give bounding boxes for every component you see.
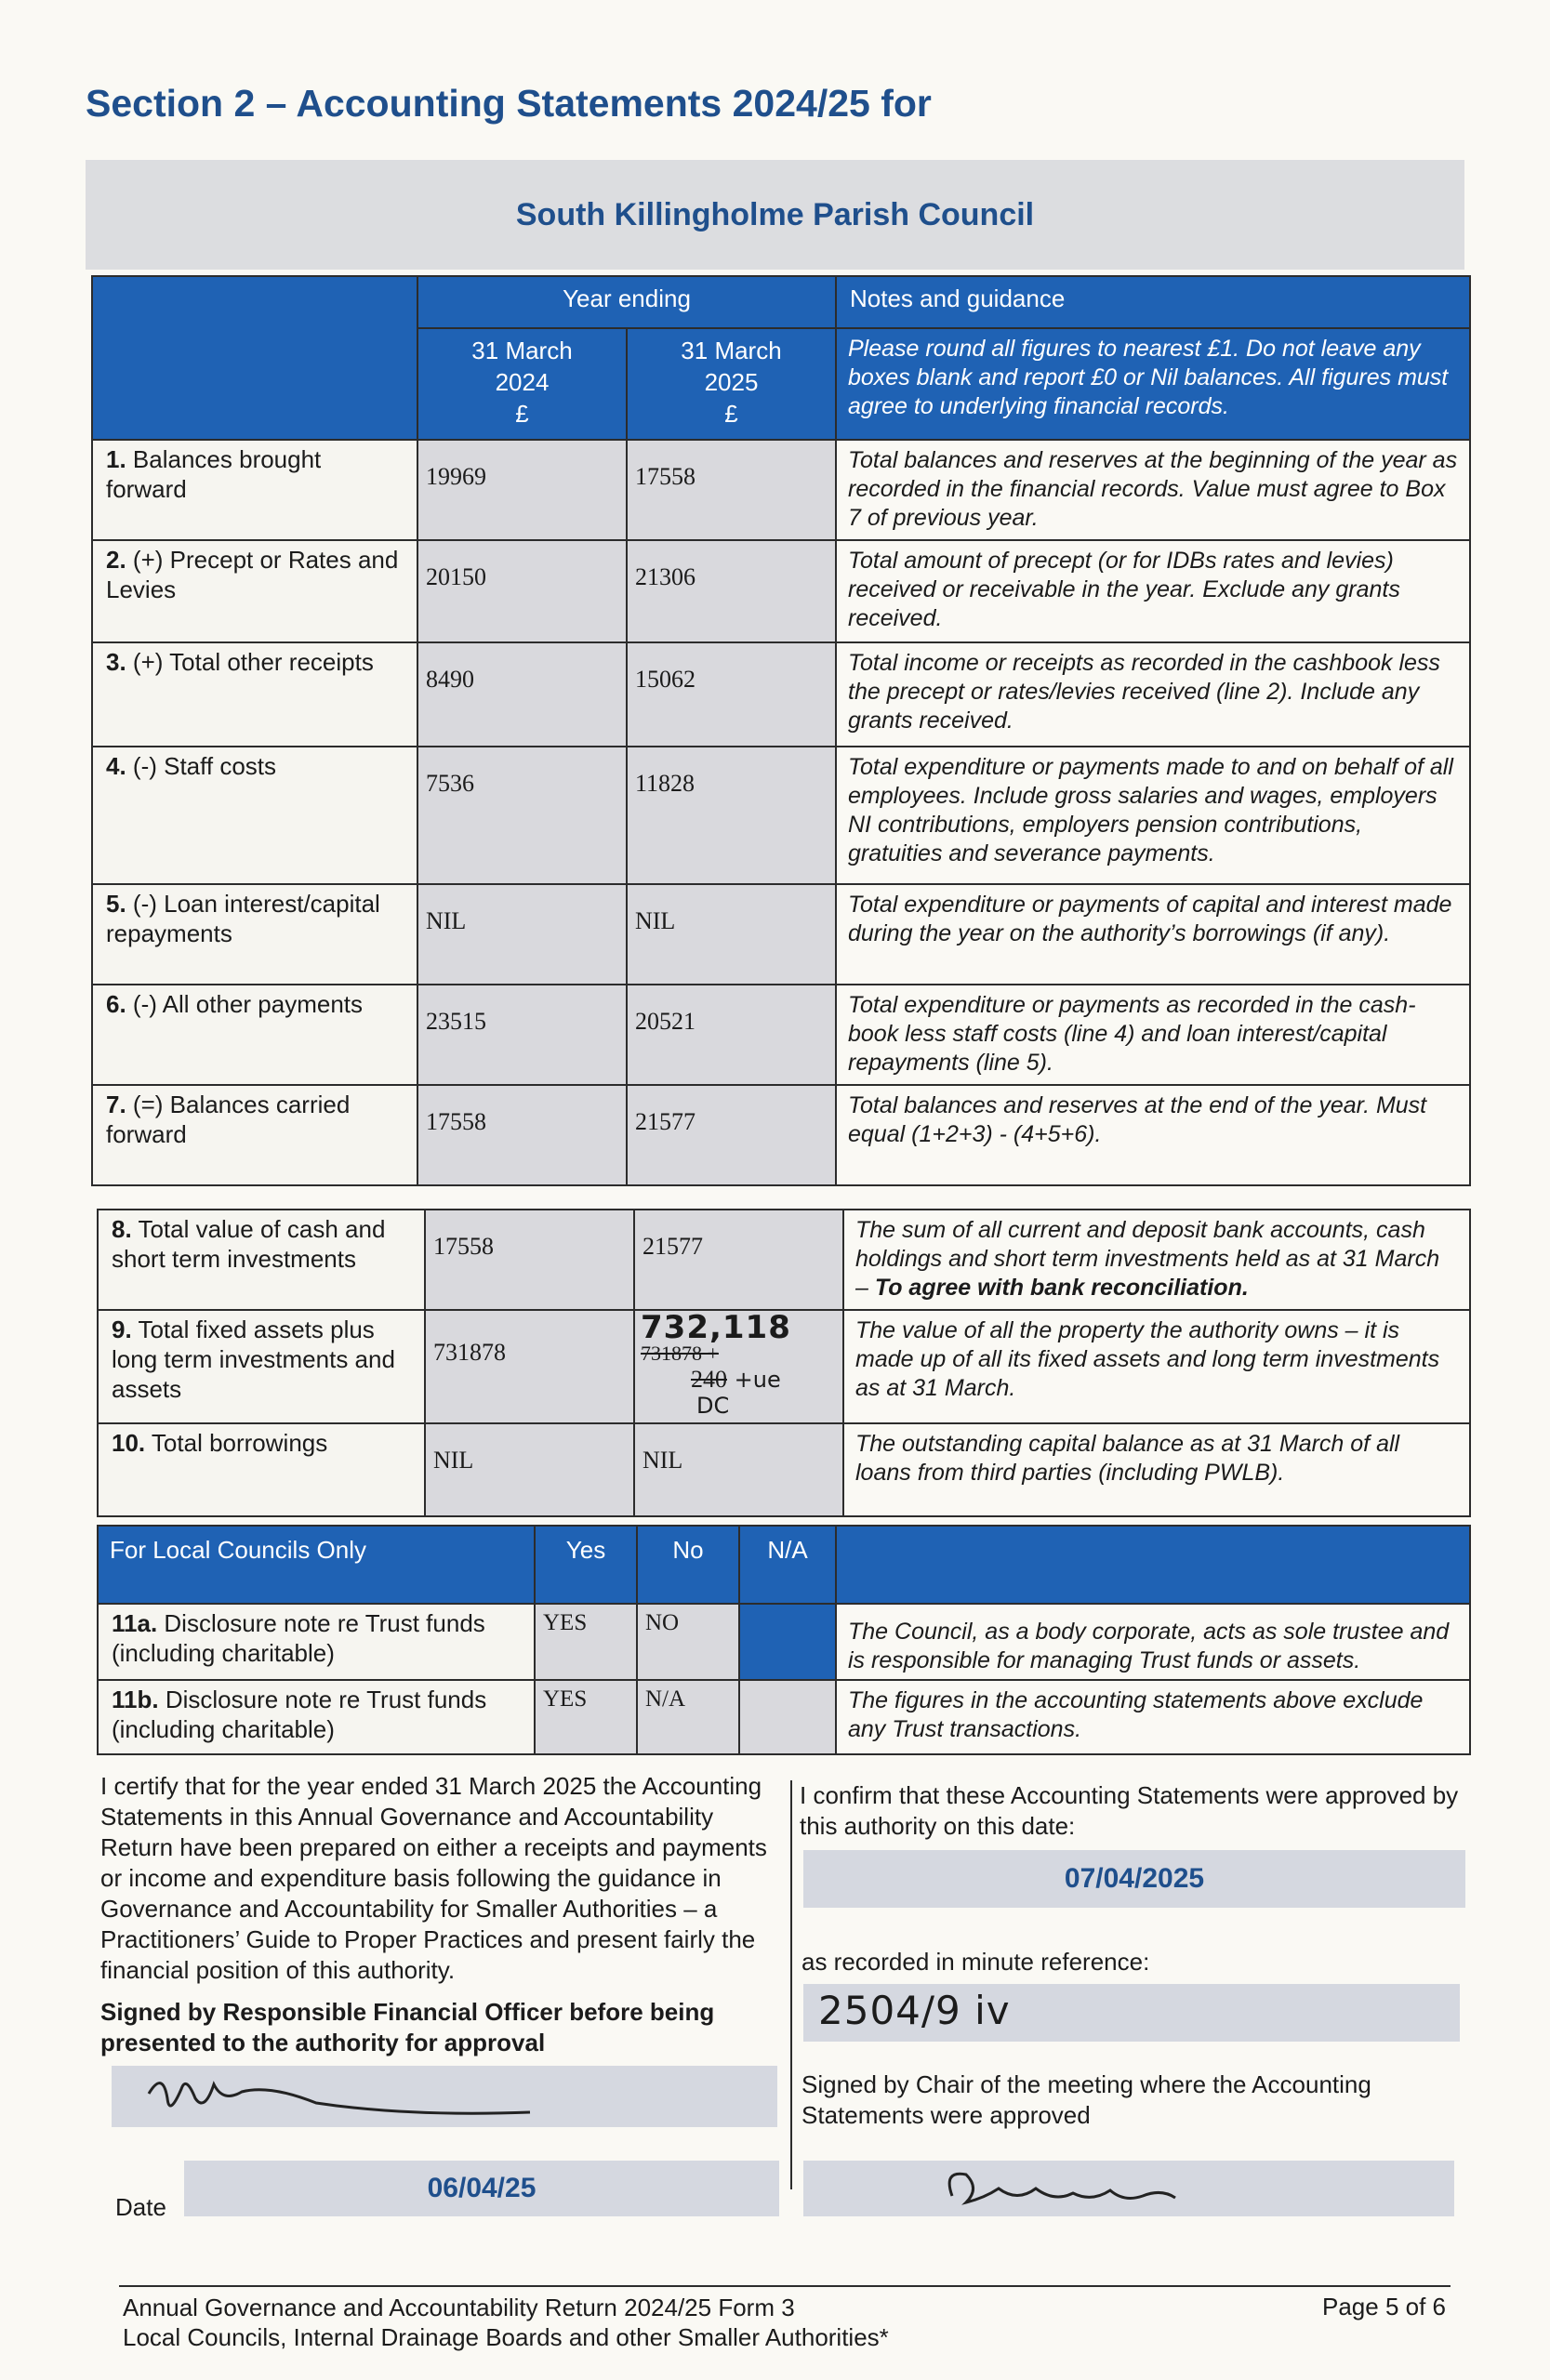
row-label xyxy=(92,440,417,540)
row-label xyxy=(98,1604,535,1680)
footer-line1: Annual Governance and Accountability Return 2024/25 Form 3 xyxy=(123,2294,795,2321)
row-label xyxy=(92,985,417,1085)
footer-rule xyxy=(119,2285,1451,2287)
col-2025-line1: 31 March xyxy=(681,337,782,364)
row-note: The value of all the property the authority owns – it is made up of all its fixed assets and long term investments as at 31 March. xyxy=(843,1310,1470,1423)
row-number: 10. xyxy=(112,1429,146,1457)
table-row xyxy=(98,1423,1470,1516)
row-note: The Council, as a body corporate, acts as sole trustee and is responsible for managing Trust funds or assets. xyxy=(836,1604,1470,1680)
handwritten-initials: DC xyxy=(696,1393,730,1419)
value-2025: 21577 xyxy=(627,1085,836,1185)
row-number: 8. xyxy=(112,1215,132,1243)
row-label-text: Disclosure note re Trust funds (including charitable) xyxy=(112,1686,487,1743)
row-note: Total expenditure or payments made to and on behalf of all employees. Include gross salaries and wages, employers NI contributions, employers pension contributions, gratuities and severance payments. xyxy=(836,747,1470,884)
table-row xyxy=(92,642,1470,747)
row-number: 2. xyxy=(106,546,126,574)
yes-value: YES xyxy=(535,1604,637,1680)
yes-value: YES xyxy=(535,1680,637,1754)
row-note xyxy=(843,1210,1470,1310)
guidance-text: Please round all figures to nearest £1. Do not leave any boxes blank and report £0 or Nil balances. All figures must agree to underlying financial records. xyxy=(836,328,1470,440)
header-blank xyxy=(92,276,417,440)
table-row xyxy=(92,747,1470,884)
col-2024-line1: 31 March xyxy=(471,337,573,364)
col-2024-header xyxy=(417,328,627,440)
row-label-text: (-) All other payments xyxy=(132,990,364,1018)
table-row xyxy=(92,540,1470,642)
table-row xyxy=(98,1210,1470,1310)
local-councils-header: For Local Councils Only xyxy=(98,1526,535,1604)
table-row xyxy=(92,985,1470,1085)
col-2024-line3: £ xyxy=(515,400,529,428)
row-note: Total income or receipts as recorded in the cashbook less the precept or rates/levies received (line 2). Include any grants received. xyxy=(836,642,1470,747)
row-label-text: Total borrowings xyxy=(151,1429,328,1457)
approval-confirmation xyxy=(800,1780,1469,1842)
row-label-text: Balances brought forward xyxy=(106,445,322,503)
row-label-text: (-) Loan interest/capital repayments xyxy=(106,890,380,947)
value-2024: 20150 xyxy=(417,540,627,642)
rfo-signature xyxy=(112,2066,777,2127)
value-2024: 8490 xyxy=(417,642,627,747)
na-header: N/A xyxy=(739,1526,836,1604)
row-note: Total balances and reserves at the end of the year. Must equal (1+2+3) - (4+5+6). xyxy=(836,1085,1470,1185)
row-note: The figures in the accounting statements above exclude any Trust transactions. xyxy=(836,1680,1470,1754)
certification-text: I certify that for the year ended 31 March 2025 the Accounting Statements in this Annual Governance and Accountability Return have been prepared on either a receipts and payments or income and expenditure basis following the guidance in Governance and Accountability for Smaller Authorities – a Practitioners’ Guide to Proper Practices and present fairly the financial position of this authority. xyxy=(100,1772,767,1984)
value-2025: NIL xyxy=(627,884,836,985)
page-title: Section 2 – Accounting Statements 2024/25 for xyxy=(86,82,932,125)
row-label xyxy=(98,1210,425,1310)
table-row xyxy=(92,1085,1470,1185)
row-label-text: Total fixed assets plus long term investments and assets xyxy=(112,1316,395,1403)
row-note: The outstanding capital balance as at 31 March of all loans from third parties (including PWLB). xyxy=(843,1423,1470,1516)
table-row xyxy=(98,1680,1470,1754)
row-label xyxy=(92,884,417,985)
row-number: 5. xyxy=(106,890,126,918)
no-value: NO xyxy=(637,1604,739,1680)
struck-value: 731878 + xyxy=(641,1342,719,1365)
col-2025-header xyxy=(627,328,836,440)
row-label-text: (+) Precept or Rates and Levies xyxy=(106,546,399,603)
value-2024: 19969 xyxy=(417,440,627,540)
value-2025-handwritten xyxy=(634,1310,843,1423)
value-2025: NIL xyxy=(634,1423,843,1516)
local-councils-table xyxy=(97,1525,1471,1755)
row-label xyxy=(92,540,417,642)
table-row xyxy=(98,1310,1470,1423)
no-value: N/A xyxy=(637,1680,739,1754)
value-2024: NIL xyxy=(417,884,627,985)
table-row xyxy=(92,440,1470,540)
row-note: Total expenditure or payments of capital and interest made during the year on the authority’s borrowings (if any). xyxy=(836,884,1470,985)
row-number: 11a. xyxy=(112,1609,158,1637)
confirm-text: I confirm that these Accounting Statements were approved by this authority on this date: xyxy=(800,1781,1459,1840)
value-2024: 7536 xyxy=(417,747,627,884)
minute-field xyxy=(803,1984,1460,2042)
accounting-statements-table xyxy=(91,275,1471,1186)
handwritten-240: 240 xyxy=(691,1366,727,1393)
rfo-signed-label: Signed by Responsible Financial Officer before being presented to the authority for approval xyxy=(100,1998,715,2056)
table-row xyxy=(98,1604,1470,1680)
assets-table xyxy=(97,1209,1471,1517)
page-number: Page 5 of 6 xyxy=(1322,2293,1446,2320)
na-value xyxy=(739,1604,836,1680)
date-label: Date xyxy=(115,2193,166,2221)
no-header: No xyxy=(637,1526,739,1604)
row-number: 1. xyxy=(106,445,126,473)
council-name-band xyxy=(86,160,1464,270)
row-label xyxy=(92,747,417,884)
row-number: 6. xyxy=(106,990,126,1018)
chair-signature-field xyxy=(803,2161,1454,2216)
vertical-divider xyxy=(790,1780,792,2189)
col-2025-line2: 2025 xyxy=(704,368,759,396)
row-label xyxy=(92,1085,417,1185)
value-2024: NIL xyxy=(425,1423,634,1516)
na-value xyxy=(739,1680,836,1754)
value-2024: 23515 xyxy=(417,985,627,1085)
row-note-text: The sum of all current and deposit bank accounts, cash holdings and short term investments held as at 31 March – xyxy=(855,1217,1440,1301)
chair-signed-label: Signed by Chair of the meeting where the Accounting Statements were approved xyxy=(801,2070,1371,2129)
chair-signature xyxy=(803,2161,1454,2216)
row-label xyxy=(92,642,417,747)
local-notes-header xyxy=(836,1526,1470,1604)
row-label xyxy=(98,1680,535,1754)
row-number: 7. xyxy=(106,1091,126,1118)
value-2024: 17558 xyxy=(417,1085,627,1185)
value-2025: 11828 xyxy=(627,747,836,884)
minute-value: 2504/9 iv xyxy=(818,1988,1011,2033)
year-ending-header: Year ending xyxy=(417,276,836,328)
value-2024: 17558 xyxy=(425,1210,634,1310)
table-row xyxy=(92,884,1470,985)
row-note: Total balances and reserves at the beginning of the year as recorded in the financial records. Value must agree to Box 7 of previous year. xyxy=(836,440,1470,540)
row-number: 11b. xyxy=(112,1686,159,1713)
notes-header: Notes and guidance xyxy=(836,276,1470,328)
row-label-text: (+) Total other receipts xyxy=(132,648,374,676)
row-number: 4. xyxy=(106,752,126,780)
footer-text xyxy=(123,2293,889,2352)
row-number: 9. xyxy=(112,1316,132,1343)
row-label xyxy=(98,1310,425,1423)
rfo-signature-field xyxy=(112,2066,777,2127)
rfo-date-field: 06/04/25 xyxy=(184,2161,779,2216)
handwritten-value: 732,118 xyxy=(641,1309,791,1346)
row-label xyxy=(98,1423,425,1516)
value-2025: 15062 xyxy=(627,642,836,747)
row-number: 3. xyxy=(106,648,126,676)
handwritten-ue: +ue xyxy=(734,1367,781,1393)
approval-date-field: 07/04/2025 xyxy=(803,1850,1465,1908)
footer-line2: Local Councils, Internal Drainage Boards and other Smaller Authorities* xyxy=(123,2323,889,2351)
row-label-text: Disclosure note re Trust funds (including charitable) xyxy=(112,1609,485,1667)
row-note: Total expenditure or payments as recorded in the cash-book less staff costs (line 4) and loan interest/capital repayments (line 5). xyxy=(836,985,1470,1085)
rfo-certification xyxy=(100,1771,779,2058)
row-label-text: (-) Staff costs xyxy=(132,752,277,780)
value-2025: 21306 xyxy=(627,540,836,642)
value-2025: 20521 xyxy=(627,985,836,1085)
council-name: South Killingholme Parish Council xyxy=(515,196,1035,232)
value-2025: 17558 xyxy=(627,440,836,540)
handwritten-annotation xyxy=(641,1367,837,1393)
value-2024: 731878 xyxy=(425,1310,634,1423)
row-label-text: (=) Balances carried forward xyxy=(106,1091,351,1148)
yes-header: Yes xyxy=(535,1526,637,1604)
row-note: Total amount of precept (or for IDBs rates and levies) received or receivable in the year. Exclude any grants received. xyxy=(836,540,1470,642)
col-2025-line3: £ xyxy=(724,400,738,428)
row-label-text: Total value of cash and short term investments xyxy=(112,1215,386,1273)
row-note-bold: To agree with bank reconciliation. xyxy=(874,1275,1249,1301)
value-2025: 21577 xyxy=(634,1210,843,1310)
col-2024-line2: 2024 xyxy=(495,368,550,396)
minute-label: as recorded in minute reference: xyxy=(801,1948,1150,1976)
